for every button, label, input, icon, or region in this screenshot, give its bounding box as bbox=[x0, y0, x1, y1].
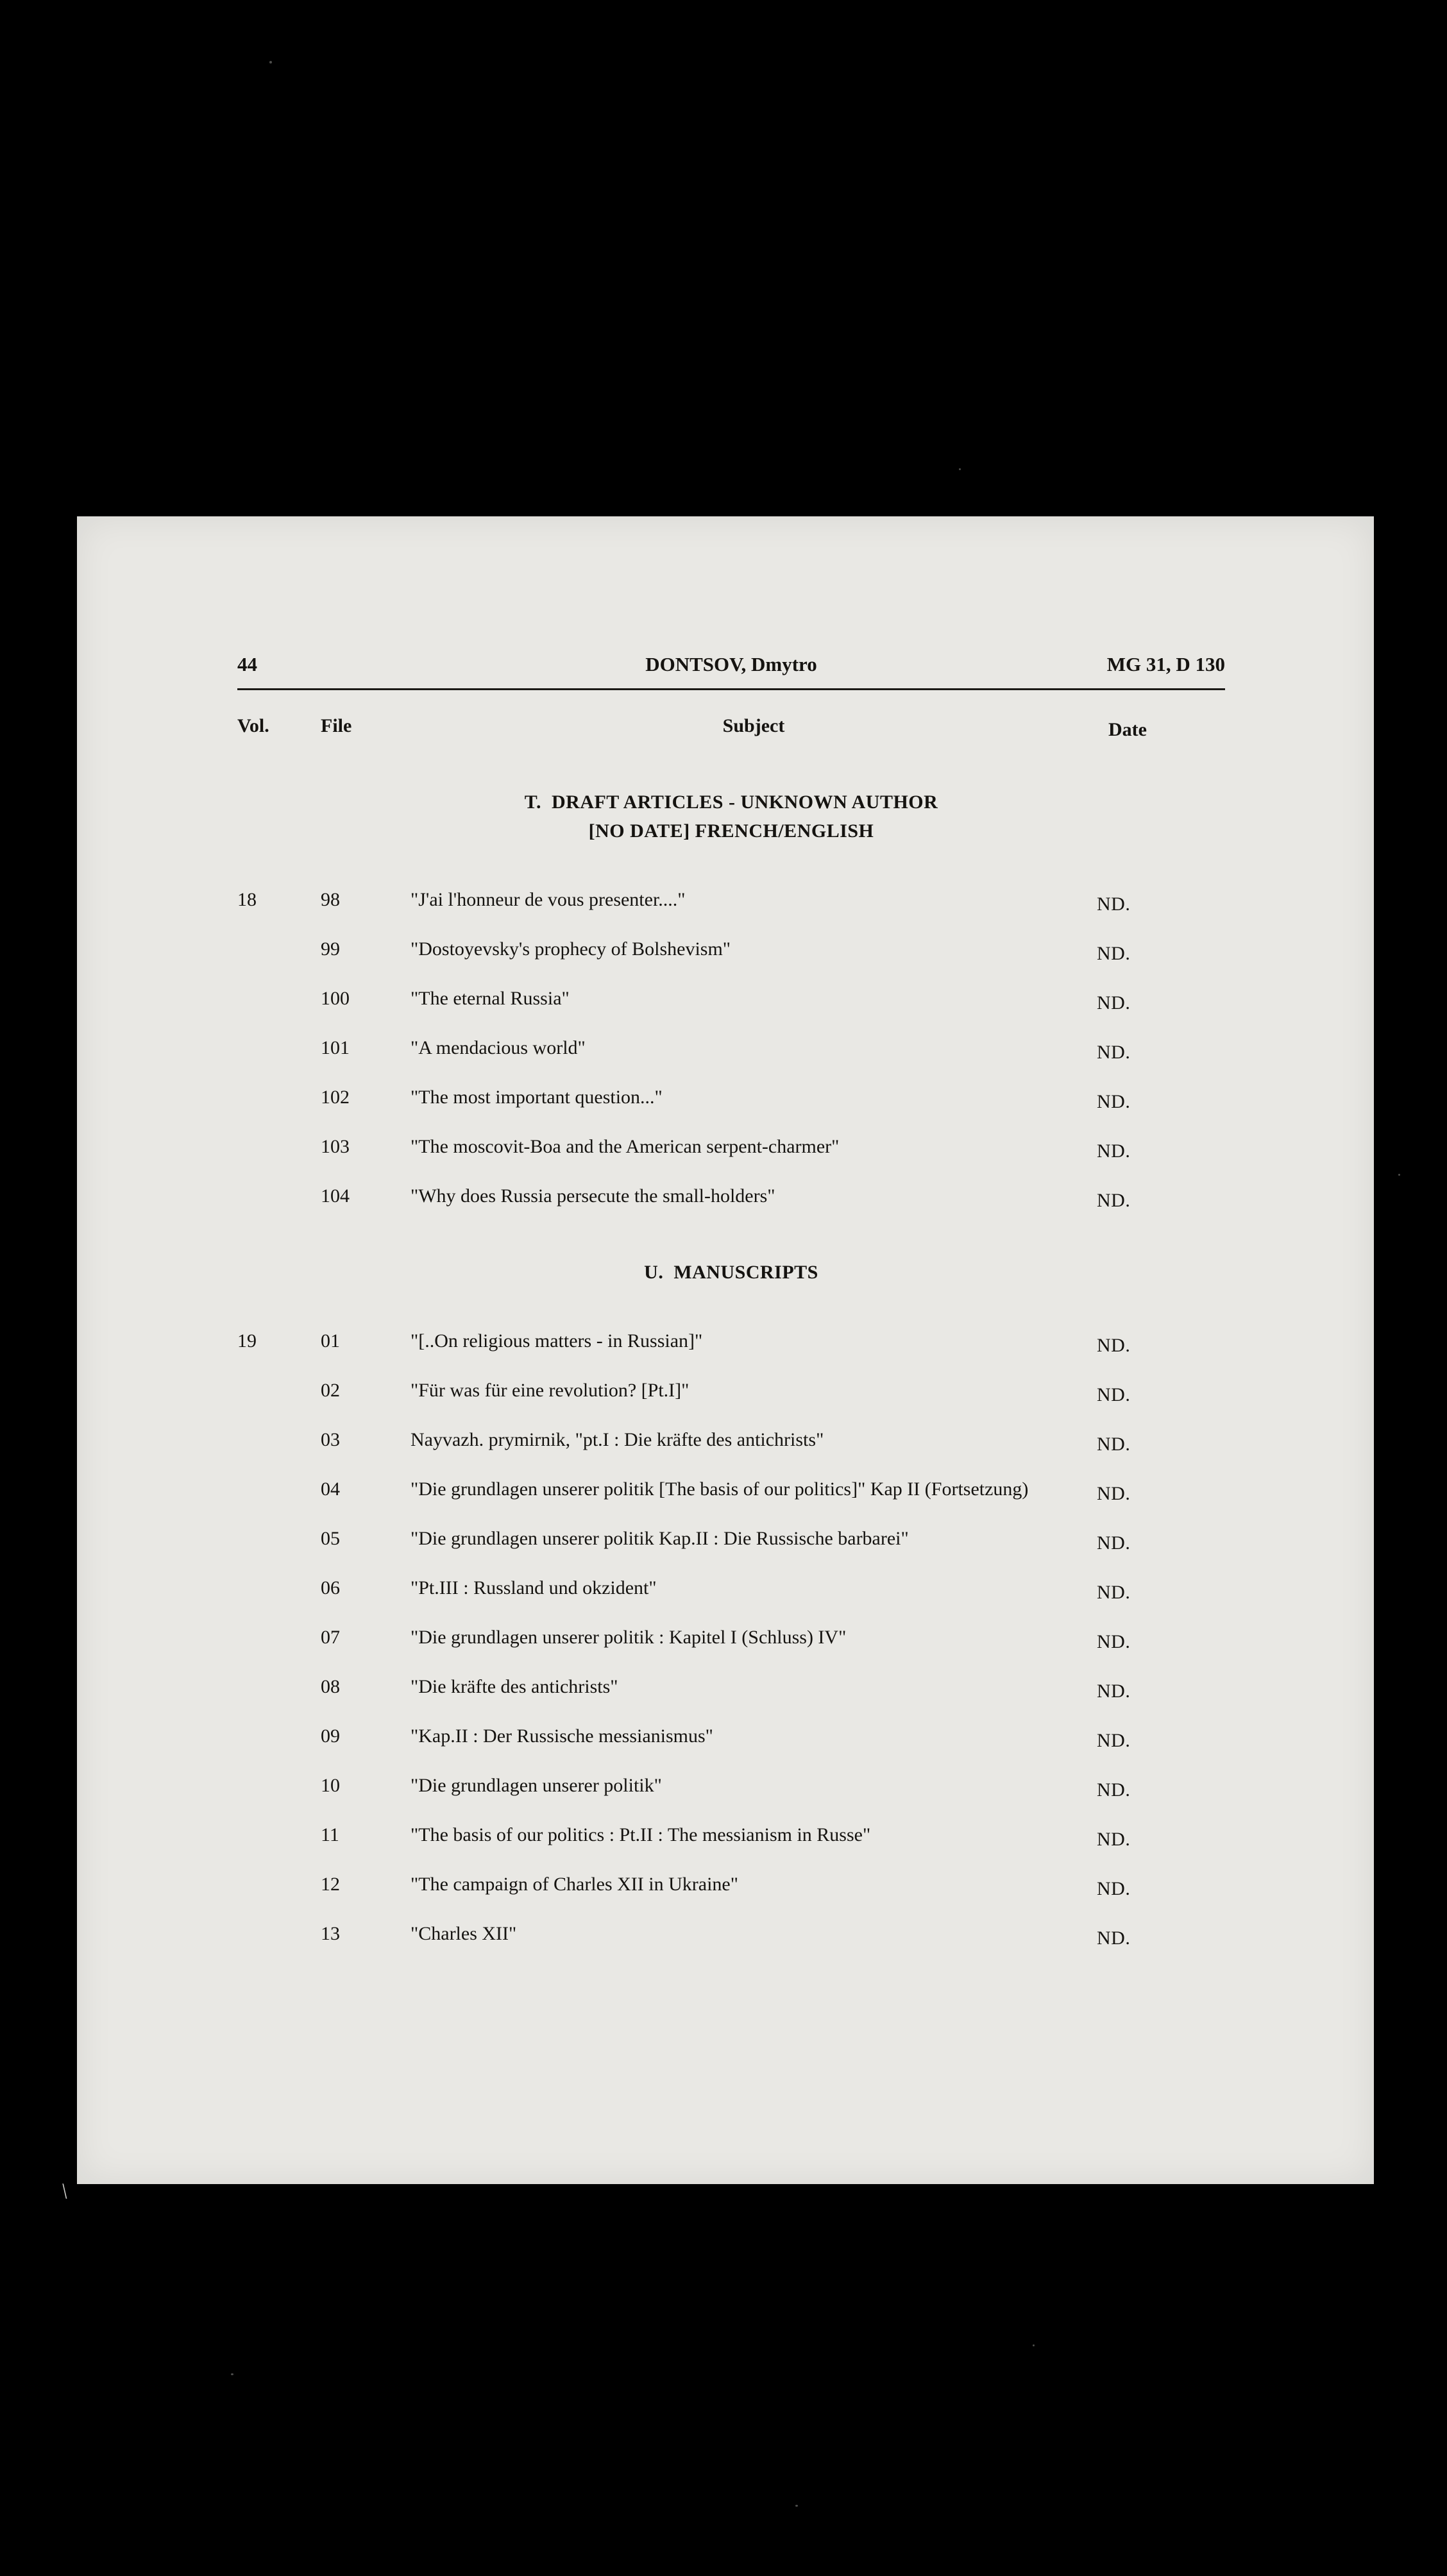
date-cell: ND. bbox=[1097, 1434, 1131, 1455]
margin-mark: \ bbox=[60, 2179, 69, 2204]
file-cell: 02 bbox=[321, 1380, 340, 1401]
page-number: 44 bbox=[237, 653, 257, 675]
table-row bbox=[237, 1428, 1225, 1455]
table-row bbox=[237, 1477, 1225, 1504]
subject-cell: Nayvazh. prymirnik, "pt.I : Die kräfte des antichrists" bbox=[410, 1429, 824, 1450]
vol-cell bbox=[237, 1625, 321, 1649]
table-row bbox=[237, 1576, 1225, 1603]
date-cell: ND. bbox=[1097, 1878, 1131, 1899]
vol-cell bbox=[237, 1428, 321, 1452]
table-row bbox=[237, 1872, 1225, 1899]
section-rows bbox=[237, 1329, 1225, 1949]
file-cell: 13 bbox=[321, 1923, 340, 1944]
document-section bbox=[237, 1258, 1225, 1949]
subject-cell: "A mendacious world" bbox=[410, 1037, 586, 1058]
file-cell: 100 bbox=[321, 988, 350, 1009]
file-cell: 10 bbox=[321, 1775, 340, 1796]
date-cell: ND. bbox=[1097, 1042, 1131, 1063]
date-cell: ND. bbox=[1097, 1483, 1131, 1504]
file-cell: 102 bbox=[321, 1087, 350, 1108]
scan-speck bbox=[1398, 1174, 1400, 1176]
column-header-subject: Subject bbox=[722, 715, 785, 736]
table-row bbox=[237, 1085, 1225, 1112]
date-cell: ND. bbox=[1097, 1779, 1131, 1801]
file-cell: 03 bbox=[321, 1429, 340, 1450]
table-row bbox=[237, 1675, 1225, 1702]
document-reference: MG 31, D 130 bbox=[1106, 653, 1225, 675]
date-cell: ND. bbox=[1097, 894, 1131, 915]
scan-speck bbox=[269, 61, 272, 64]
file-cell: 104 bbox=[321, 1185, 350, 1207]
scan-speck bbox=[1033, 2344, 1035, 2346]
vol-cell bbox=[237, 1823, 321, 1847]
file-cell: 09 bbox=[321, 1725, 340, 1747]
section-rows bbox=[237, 888, 1225, 1211]
date-cell: ND. bbox=[1097, 943, 1131, 964]
file-cell: 103 bbox=[321, 1136, 350, 1157]
table-row bbox=[237, 1135, 1225, 1162]
file-cell: 07 bbox=[321, 1627, 340, 1648]
subject-cell: "Dostoyevsky's prophecy of Bolshevism" bbox=[410, 938, 731, 960]
scan-speck bbox=[795, 2505, 798, 2507]
section-heading bbox=[237, 788, 1225, 845]
subject-cell: "The most important question..." bbox=[410, 1087, 663, 1108]
scan-speck bbox=[959, 468, 961, 470]
scan-speck bbox=[231, 2373, 233, 2375]
vol-cell bbox=[237, 1774, 321, 1797]
vol-cell bbox=[237, 1872, 321, 1896]
file-cell: 11 bbox=[321, 1824, 339, 1845]
date-cell: ND. bbox=[1097, 1582, 1131, 1603]
section-heading-line: T. DRAFT ARTICLES - UNKNOWN AUTHOR bbox=[524, 792, 938, 813]
subject-cell: "Pt.III : Russland und okzident" bbox=[410, 1577, 657, 1598]
file-cell: 06 bbox=[321, 1577, 340, 1598]
table-row bbox=[237, 1922, 1225, 1949]
file-cell: 12 bbox=[321, 1874, 340, 1895]
section-heading bbox=[237, 1258, 1225, 1287]
subject-cell: "Die grundlagen unserer politik" bbox=[410, 1775, 662, 1796]
vol-cell bbox=[237, 987, 321, 1010]
vol-cell bbox=[237, 1085, 321, 1109]
column-headers bbox=[237, 715, 1225, 738]
file-cell: 99 bbox=[321, 938, 340, 960]
table-row bbox=[237, 987, 1225, 1013]
vol-cell bbox=[237, 1378, 321, 1402]
date-cell: ND. bbox=[1097, 1140, 1131, 1162]
subject-cell: "Die kräfte des antichrists" bbox=[410, 1676, 618, 1697]
column-header-file: File bbox=[321, 715, 352, 736]
date-cell: ND. bbox=[1097, 1681, 1131, 1702]
vol-cell bbox=[237, 1184, 321, 1208]
table-row bbox=[237, 1724, 1225, 1751]
page-header bbox=[237, 652, 1225, 690]
subject-cell: "Kap.II : Der Russische messianismus" bbox=[410, 1725, 713, 1747]
vol-cell bbox=[237, 1724, 321, 1748]
table-row bbox=[237, 1184, 1225, 1211]
vol-cell bbox=[237, 1675, 321, 1699]
table-row bbox=[237, 1378, 1225, 1405]
document-title: DONTSOV, Dmytro bbox=[645, 653, 817, 675]
vol-cell bbox=[237, 1576, 321, 1600]
file-cell: 04 bbox=[321, 1479, 340, 1500]
vol-cell bbox=[237, 1922, 321, 1945]
table-row bbox=[237, 888, 1225, 915]
table-row bbox=[237, 1527, 1225, 1554]
subject-cell: "Charles XII" bbox=[410, 1923, 517, 1944]
subject-cell: "Why does Russia persecute the small-holders" bbox=[410, 1185, 775, 1207]
table-row bbox=[237, 1625, 1225, 1652]
date-cell: ND. bbox=[1097, 1631, 1131, 1652]
date-cell: ND. bbox=[1097, 1335, 1131, 1356]
subject-cell: "[..On religious matters - in Russian]" bbox=[410, 1330, 703, 1352]
file-cell: 05 bbox=[321, 1528, 340, 1549]
date-cell: ND. bbox=[1097, 1532, 1131, 1554]
file-cell: 101 bbox=[321, 1037, 350, 1058]
date-cell: ND. bbox=[1097, 1091, 1131, 1112]
vol-cell bbox=[237, 937, 321, 961]
date-cell: ND. bbox=[1097, 1384, 1131, 1405]
table-row bbox=[237, 1329, 1225, 1356]
subject-cell: "The eternal Russia" bbox=[410, 988, 570, 1009]
table-row bbox=[237, 1774, 1225, 1801]
subject-cell: "Für was für eine revolution? [Pt.I]" bbox=[410, 1380, 690, 1401]
subject-cell: "Die grundlagen unserer politik : Kapitel I (Schluss) IV" bbox=[410, 1627, 847, 1648]
date-cell: ND. bbox=[1097, 1829, 1131, 1850]
subject-cell: "The basis of our politics : Pt.II : The messianism in Russe" bbox=[410, 1824, 871, 1845]
vol-cell bbox=[237, 1135, 321, 1158]
document-page bbox=[77, 516, 1374, 2184]
date-cell: ND. bbox=[1097, 1730, 1131, 1751]
table-row bbox=[237, 1036, 1225, 1063]
vol-cell: 18 bbox=[237, 889, 257, 910]
vol-cell bbox=[237, 1527, 321, 1550]
file-cell: 01 bbox=[321, 1330, 340, 1352]
table-row bbox=[237, 937, 1225, 964]
date-cell: ND. bbox=[1097, 1928, 1131, 1949]
column-header-vol: Vol. bbox=[237, 715, 269, 736]
subject-cell: "The campaign of Charles XII in Ukraine" bbox=[410, 1874, 738, 1895]
vol-cell bbox=[237, 1036, 321, 1060]
date-cell: ND. bbox=[1097, 992, 1131, 1013]
vol-cell: 19 bbox=[237, 1330, 257, 1352]
column-header-date: Date bbox=[1108, 719, 1147, 740]
vol-cell bbox=[237, 1477, 321, 1501]
table-row bbox=[237, 1823, 1225, 1850]
document-section bbox=[237, 788, 1225, 1211]
subject-cell: "Die grundlagen unserer politik Kap.II : Die Russische barbarei" bbox=[410, 1528, 909, 1549]
file-cell: 98 bbox=[321, 889, 340, 910]
section-heading-line: [NO DATE] FRENCH/ENGLISH bbox=[588, 820, 874, 842]
subject-cell: "The moscovit-Boa and the American serpent-charmer" bbox=[410, 1136, 840, 1157]
page-content bbox=[237, 516, 1225, 1971]
subject-cell: "J'ai l'honneur de vous presenter...." bbox=[410, 889, 686, 910]
sections-container bbox=[237, 788, 1225, 1949]
date-cell: ND. bbox=[1097, 1190, 1131, 1211]
section-heading-line: U. MANUSCRIPTS bbox=[644, 1262, 818, 1283]
subject-cell: "Die grundlagen unserer politik [The basis of our politics]" Kap II (Fortsetzung) bbox=[410, 1479, 1029, 1500]
file-cell: 08 bbox=[321, 1676, 340, 1697]
